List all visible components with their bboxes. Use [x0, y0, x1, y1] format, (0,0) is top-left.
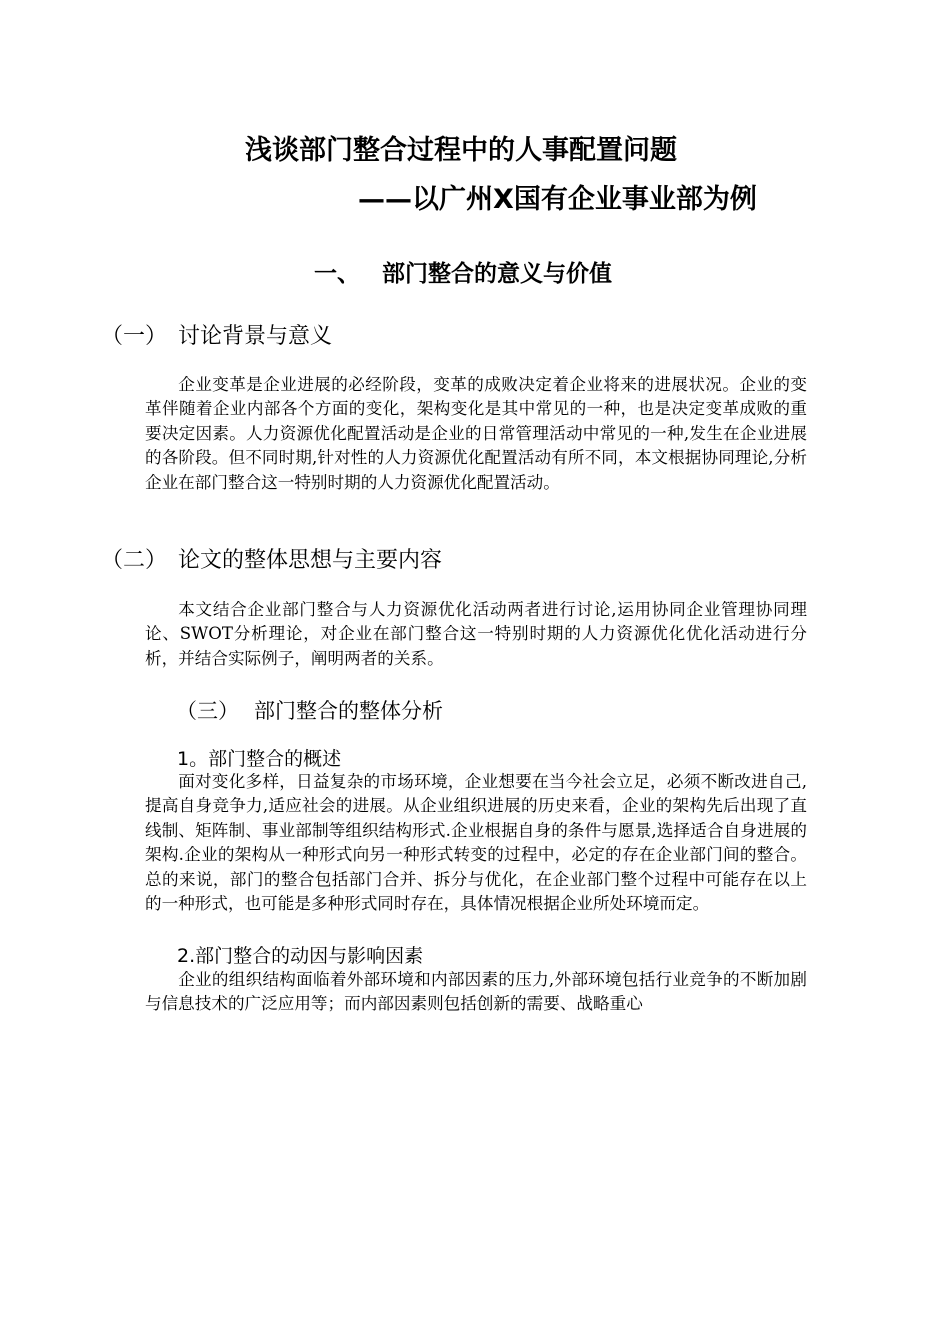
subsection-3-heading: 部门整合的整体分析: [254, 699, 443, 723]
subsection-2-number: （二）: [101, 548, 168, 573]
item-2-heading: 2.部门整合的动因与影响因素: [177, 945, 424, 967]
subsection-2-heading: 论文的整体思想与主要内容: [178, 548, 443, 573]
document-title: 浅谈部门整合过程中的人事配置问题: [245, 135, 677, 166]
subsection-1-number: （一）: [101, 324, 168, 349]
item-1-heading: 1。部门整合的概述: [177, 748, 342, 770]
item-2-paragraph: 企业的组织结构面临着外部环境和内部因素的压力,外部环境包括行业竞争的不断加剧与信息技术的广泛应用等；而内部因素则包括创新的需要、战略重心: [145, 970, 807, 1014]
subsection-1-paragraph: 企业变革是企业进展的必经阶段，变革的成败决定着企业将来的进展状况。企业的变革伴随着企业内部各个方面的变化，架构变化是其中常见的一种，也是决定变革成败的重要决定因素。人力资源优化配置活动是企业的日常管理活动中常见的一种,发生在企业进展的各阶段。但不同时期,针对性的人力资源优化配置活动有所不同，本文根据协同理论,分析企业在部门整合这一特别时期的人力资源优化配置活动。: [145, 375, 807, 492]
section-1-number: 一、: [314, 261, 360, 287]
section-1-heading: 部门整合的意义与价值: [382, 261, 612, 287]
subsection-3-number: （三）: [176, 699, 239, 723]
document-subtitle: ——以广州X国有企业事业部为例: [358, 184, 757, 215]
item-1-paragraph: 面对变化多样，日益复杂的市场环境，企业想要在当今社会立足，必须不断改进自己,提高自身竞争力,适应社会的进展。从企业组织进展的历史来看，企业的架构先后出现了直线制、矩阵制、事业部制等组织结构形式.企业根据自身的条件与愿景,选择适合自身进展的架构.企业的架构从一种形式向另一种形式转变的过程中，必定的存在企业部门间的整合。总的来说，部门的整合包括部门合并、拆分与优化，在企业部门整个过程中可能存在以上的一种形式，也可能是多种形式同时存在，具体情况根据企业所处环境而定。: [145, 772, 807, 914]
subsection-1-heading: 讨论背景与意义: [178, 324, 333, 349]
subsection-2-paragraph: 本文结合企业部门整合与人力资源优化活动两者进行讨论,运用协同企业管理协同理论、SWOT分析理论，对企业在部门整合这一特别时期的人力资源优化优化活动进行分析，并结合实际例子，阐明两者的关系。: [145, 600, 807, 668]
